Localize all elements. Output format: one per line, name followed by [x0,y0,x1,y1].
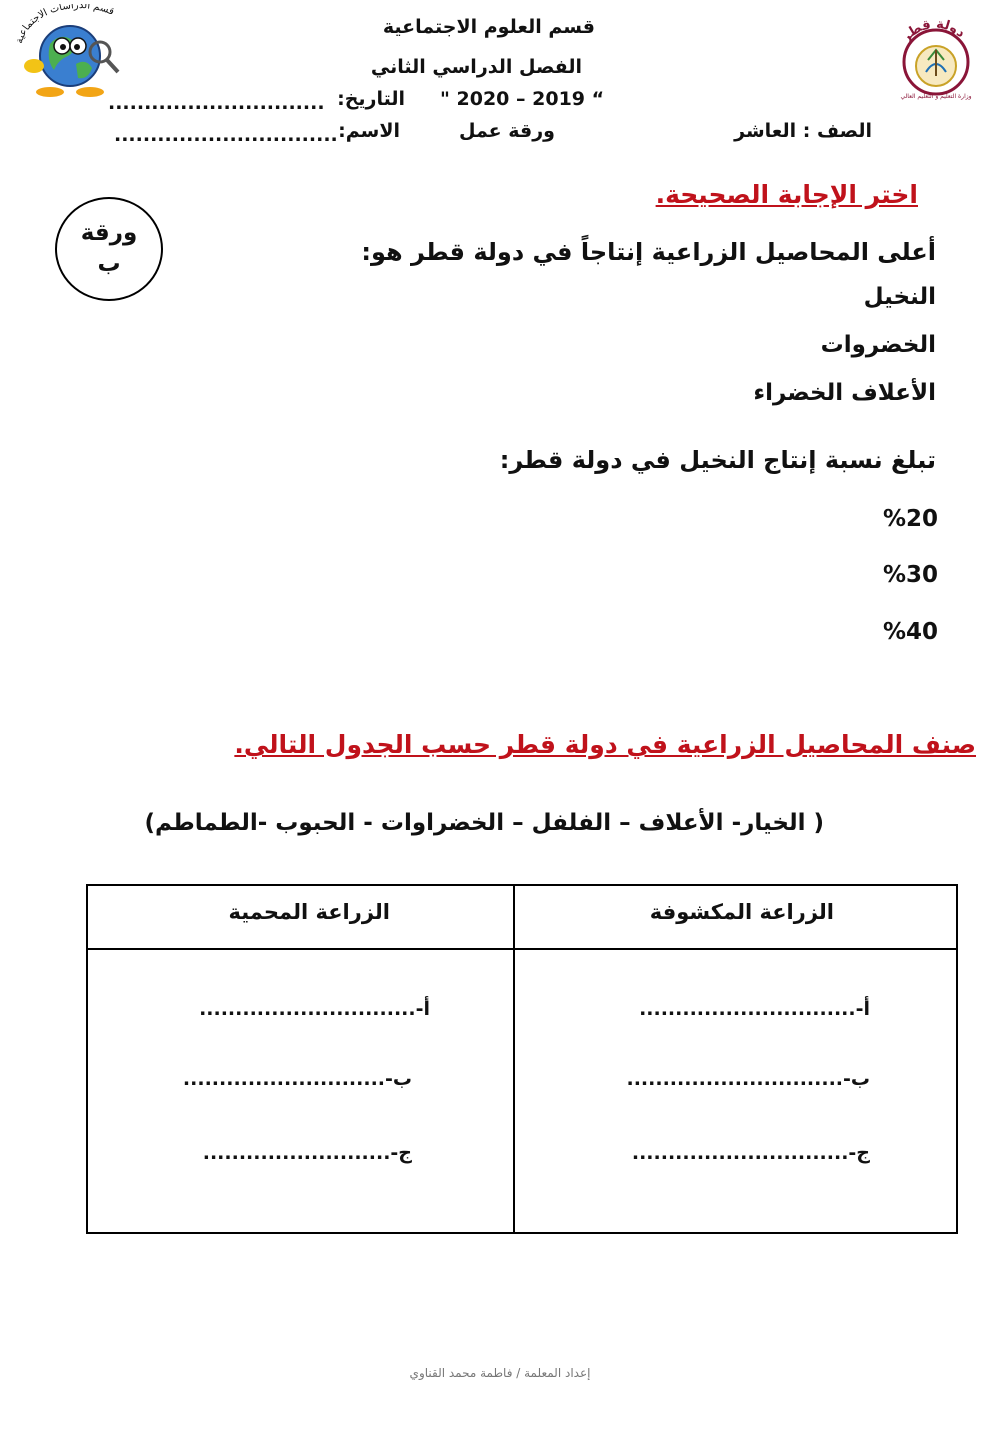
date-label: التاريخ: [337,88,405,110]
table-column-divider [513,886,515,1232]
header-open-farming: الزراعة المكشوفة [649,900,834,924]
semester-title: الفصل الدراسي الثاني [370,56,582,78]
question-2: تبلغ نسبة إنتاج النخيل في دولة قطر: [499,446,936,474]
q1-option-3[interactable]: الأعلاف الخضراء [753,380,936,406]
worksheet-badge [55,197,163,301]
logo-right-subtext: وزارة التعليم و التعليم العالي [900,93,972,100]
header-protected-farming: الزراعة المحمية [228,900,390,924]
badge-line2: ب [97,251,121,277]
name-field[interactable]: ............................... [114,124,338,146]
word-bank: ( الخيار- الأعلاف – الفلفل – الخضراوات - الحبوب -الطماطم) [144,810,824,836]
academic-year: " 2020 – 2019 “ [440,88,605,110]
grade-label: الصف : العاشر [734,120,872,142]
open-row-b[interactable]: ب-.............................. [626,1068,870,1090]
worksheet-label: ورقة عمل [458,120,555,142]
open-row-a[interactable]: أ-.............................. [639,998,870,1020]
section2-title: صنف المحاصيل الزراعية في دولة قطر حسب الجدول التالي. [234,730,976,759]
social-studies-logo [10,4,140,100]
q2-option-3[interactable]: %40 [882,619,938,645]
name-label: الاسم: [338,120,400,142]
qatar-emblem-logo [890,14,982,106]
protected-row-a[interactable]: أ-.............................. [199,998,430,1020]
logo-right-arc-text: دولة قطر [898,16,968,46]
protected-row-c[interactable]: ج-.......................... [202,1142,412,1164]
q2-option-1[interactable]: %20 [882,506,938,532]
logo-left-arc-text: قسم الدراسات الاجتماعية [14,4,116,45]
table-header-divider [88,948,956,950]
classification-table [86,884,958,1234]
teacher-credit: إعداد المعلمة / فاطمة محمد القناوي [409,1366,591,1380]
section1-title: اختر الإجابة الصحيحة. [655,180,918,209]
protected-row-b[interactable]: ب-............................ [182,1068,412,1090]
q1-option-2[interactable]: الخضروات [820,332,936,358]
question-1: أعلى المحاصيل الزراعية إنتاجاً في دولة قطر هو: [361,238,936,266]
date-field[interactable]: .............................. [108,92,325,114]
department-title: قسم العلوم الاجتماعية [382,16,595,38]
badge-line1: ورقة [80,219,138,246]
q2-option-2[interactable]: %30 [882,562,938,588]
open-row-c[interactable]: ج-.............................. [631,1142,870,1164]
q1-option-1[interactable]: النخيل [863,284,936,310]
